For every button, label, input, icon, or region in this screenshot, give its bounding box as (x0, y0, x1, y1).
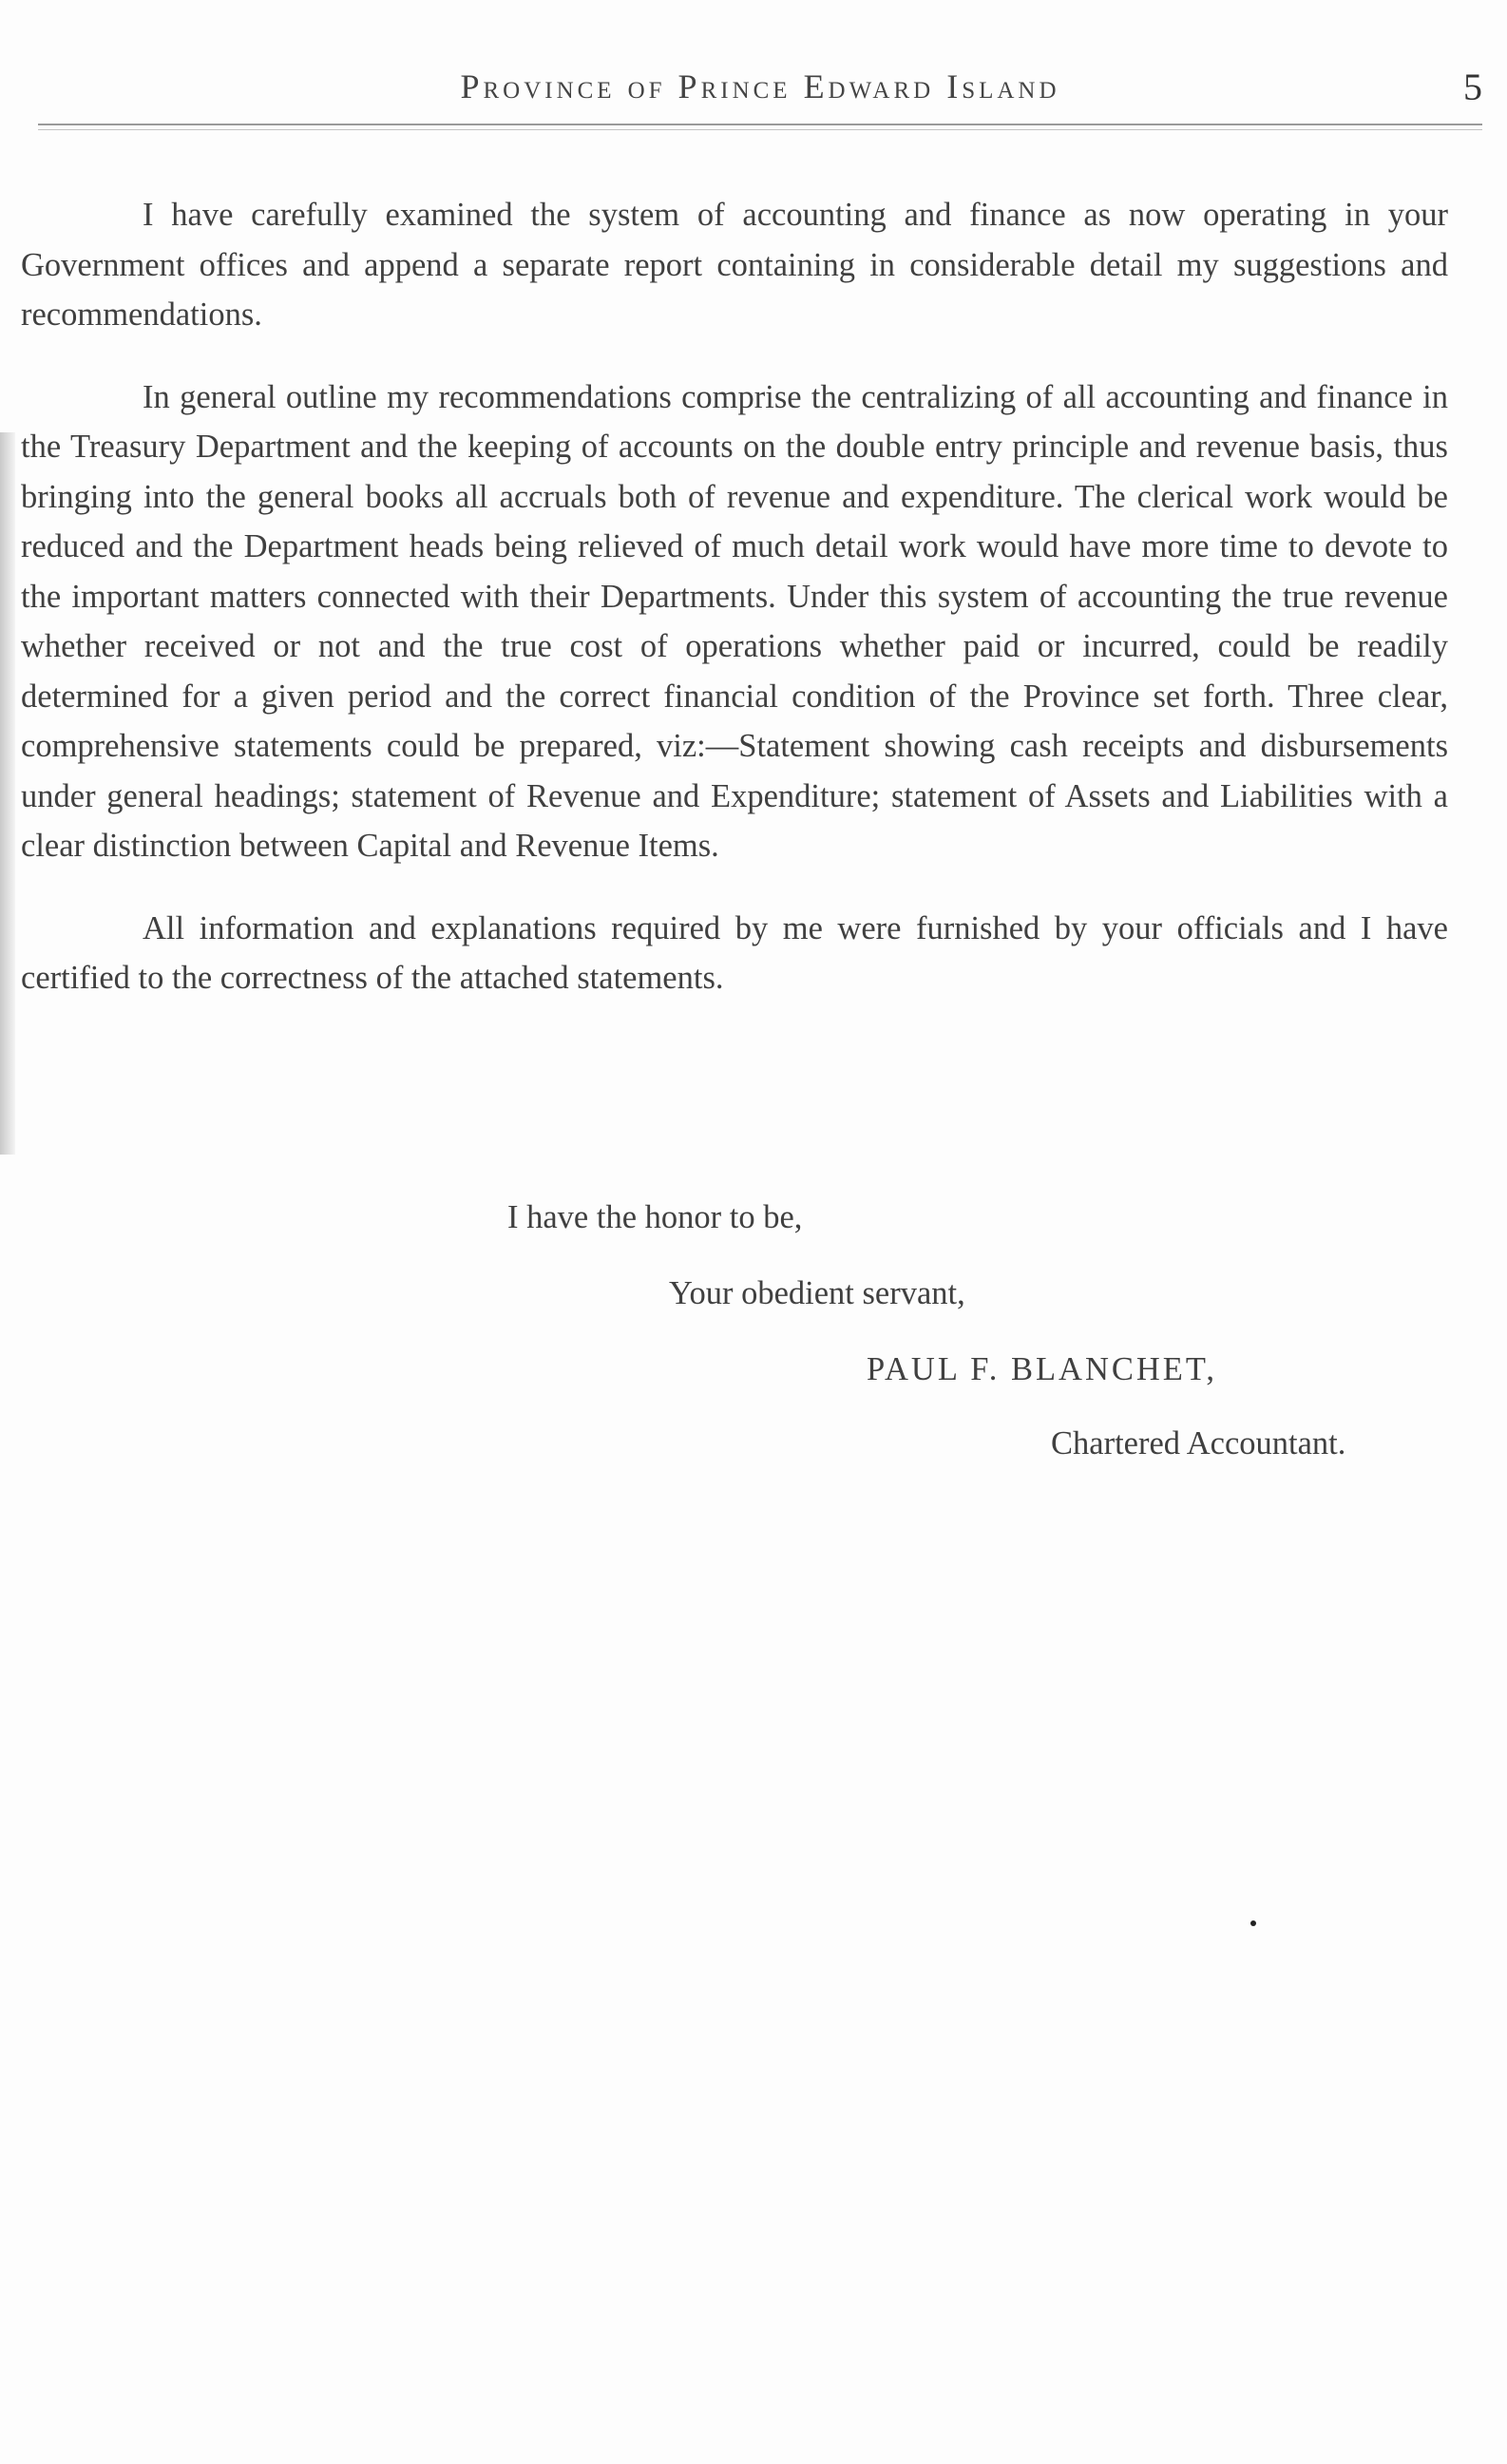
page-header (38, 59, 1482, 116)
header-rule (38, 124, 1482, 125)
paragraph-recommendations: In general outline my recommendations comprise the centralizing of all accounting and finance in the Treasury Department and the keeping of accounts on the double entry principle and revenue basis, thus bringing into the general books all accruals both of revenue and expenditure. The clerical work would be reduced and the Department heads being relieved of much detail work would have more time to devote to the important matters connected with their Departments. Under this system of accounting the true revenue whether received or not and the true cost of operations whether paid or incurred, could be readily determined for a given period and the correct financial condition of the Province set forth. Three clear, comprehensive statements could be prepared, viz:—Statement showing cash receipts and disbursements under general headings; statement of Revenue and Expenditure; statement of Assets and Liabilities with a clear distinction between Capital and Revenue Items. (21, 378, 1448, 864)
paragraph-examination: I have carefully examined the system of accounting and finance as now operating in your Government offices and append a separate report containing in considerable detail my suggestions and recommendations. (21, 197, 1448, 333)
header-rule-secondary (38, 129, 1482, 130)
running-head: Province of Prince Edward Island (460, 67, 1060, 105)
page-number: 5 (1463, 66, 1482, 108)
ink-speck (1250, 1920, 1256, 1926)
signature-title: Chartered Accountant. (1051, 1425, 1346, 1461)
closing-servant: Your obedient servant, (669, 1275, 965, 1311)
letter-body (21, 190, 1448, 1036)
paragraph-information: All information and explanations required by me were furnished by your officials and I have certified to the correctness of the attached statements. (21, 909, 1448, 996)
page-edge-shadow (0, 432, 15, 1155)
signature-name: PAUL F. BLANCHET, (867, 1351, 1217, 1387)
closing-honor: I have the honor to be, (507, 1199, 803, 1235)
